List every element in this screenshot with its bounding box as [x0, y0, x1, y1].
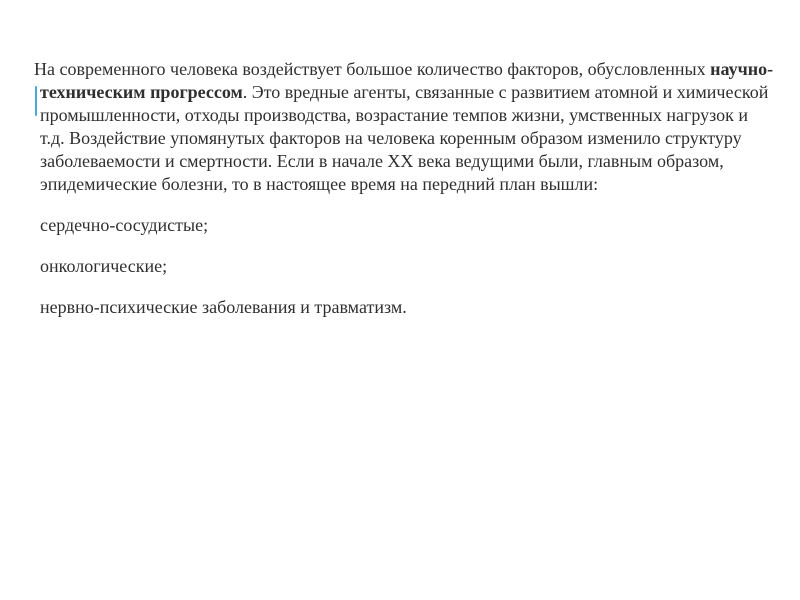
disease-list — [34, 214, 774, 319]
list-item-cardiovascular: сердечно-сосудистые; — [40, 215, 209, 235]
list-item-neuropsychiatric: нервно-психические заболевания и травматизм. — [40, 297, 407, 317]
slide-text-block — [34, 58, 774, 319]
intro-paragraph — [34, 58, 774, 196]
intro-bold-term: научно-техническим прогрессом — [40, 59, 774, 102]
intro-text-part1: На современного человека воздействует большое количество факторов, обусловленных — [34, 59, 711, 79]
intro-text-part2: . Это вредные агенты, связанные с развитием атомной и химической промышленности, отходы производства, возрастание темпов жизни, умственных нагрузок и т.д. Воздействие упомянутых факторов на человека коренным образом изменило структуру заболеваемости и смертности. Если в начале XX века ведущими были, главным образом, эпидемические болезни, то в настоящее время на передний план вышли: — [40, 82, 769, 194]
list-item-oncological: онкологические; — [40, 256, 168, 276]
